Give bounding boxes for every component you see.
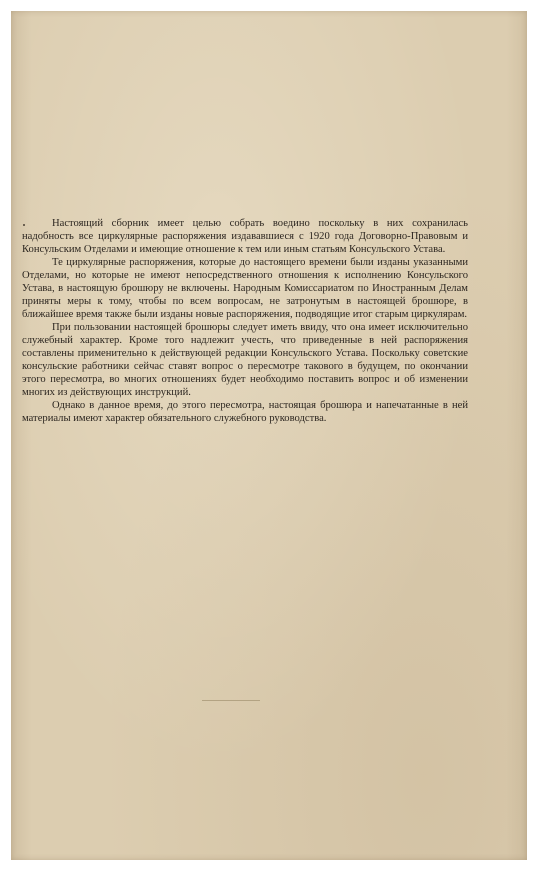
paragraph-3: При пользовании настоящей брошюры следует иметь ввиду, что она имеет исключительно служебный характер. Кроме того надлежит учесть, что приведенные в ней распоряжения составлены применительно к действующей редакции Консульского Устава. Поскольку советские консульские работники сейчас ставят вопрос о пересмотре такового в будущем, по окончании этого пересмотра, во многих отношениях будет необходимо поставить вопрос и об изменении многих из действующих инструкций. bbox=[22, 322, 468, 398]
paragraph-1: Настоящий сборник имеет целью собрать воедино поскольку в них сохранилась надобность все циркулярные распоряжения издававшиеся с 1920 года Договорно-Правовым и Консульским Отделами и имеющие отношение к тем или иным статьям Консульского Устава. bbox=[22, 218, 468, 255]
page-divider bbox=[202, 700, 260, 701]
paragraph-2: Те циркулярные распоряжения, которые до настоящего времени были изданы указанными Отделами, но которые не имеют непосредственного отношения к исполнению Консульского Устава, в настоящую брошюру не включены. Народным Комиссариатом по Иностранным Делам приняты меры к тому, чтобы по всем вопросам, не затронутым в настоящей брошюре, в ближайшее время также были изданы новые распоряжения, подводящие итог старым циркулярам. bbox=[22, 257, 468, 320]
preface-text bbox=[22, 217, 468, 425]
book-page bbox=[11, 11, 527, 860]
paragraph-4: Однако в данное время, до этого пересмотра, настоящая брошюра и напечатанные в ней материалы имеют характер обязательного служебного руководства. bbox=[22, 400, 468, 424]
